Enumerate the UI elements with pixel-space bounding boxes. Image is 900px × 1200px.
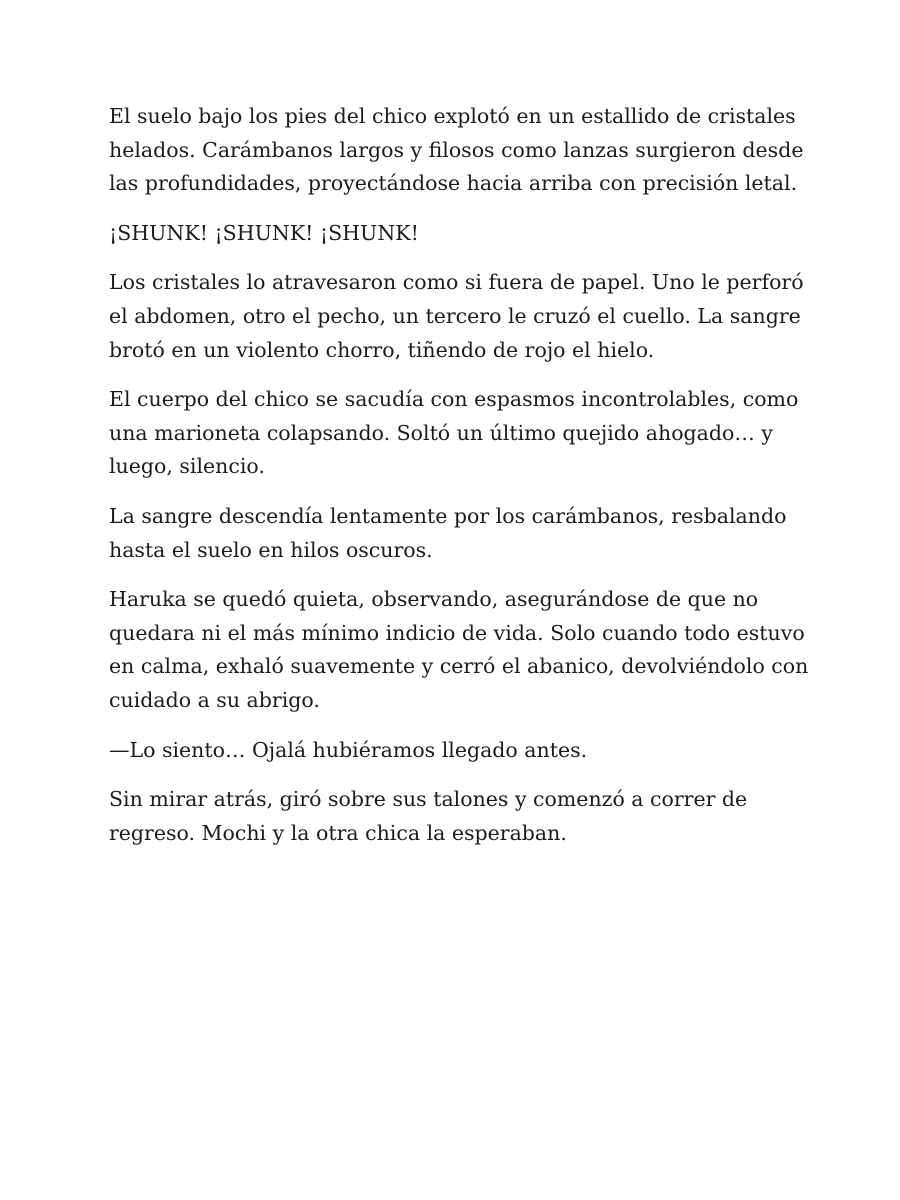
dialogue-line: —Lo siento… Ojalá hubiéramos llegado antes. (109, 737, 588, 762)
paragraph: La sangre descendía lentamente por los carámbanos, resbalando hasta el suelo en hilos oscuros. (109, 503, 787, 562)
paragraph: Sin mirar atrás, giró sobre sus talones y comenzó a correr de regreso. Mochi y la otra chica la esperaban. (109, 787, 748, 845)
paragraph: El suelo bajo los pies del chico explotó en un estallido de cristales helados. Carámbanos largos y filosos como lanzas surgieron desde las profundidades, proyectándose hacia arriba con precisión letal. (109, 104, 804, 196)
story-text (109, 100, 810, 850)
paragraph: El cuerpo del chico se sacudía con espasmos incontrolables, como una marioneta colapsando. Soltó un último quejido ahogado… y luego, silencio. (109, 387, 799, 479)
paragraph: Haruka se quedó quieta, observando, asegurándose de que no quedara ni el más mínimo indicio de vida. Solo cuando todo estuvo en calma, exhaló suavemente y cerró el abanico, devolviéndolo con cuidado a su abrigo. (109, 587, 809, 712)
paragraph: Los cristales lo atravesaron como si fuera de papel. Uno le perforó el abdomen, otro el pecho, un tercero le cruzó el cuello. La sangre brotó en un violento chorro, tiñendo de rojo el hielo. (109, 270, 804, 362)
paragraph: ¡SHUNK! ¡SHUNK! ¡SHUNK! (109, 220, 419, 245)
